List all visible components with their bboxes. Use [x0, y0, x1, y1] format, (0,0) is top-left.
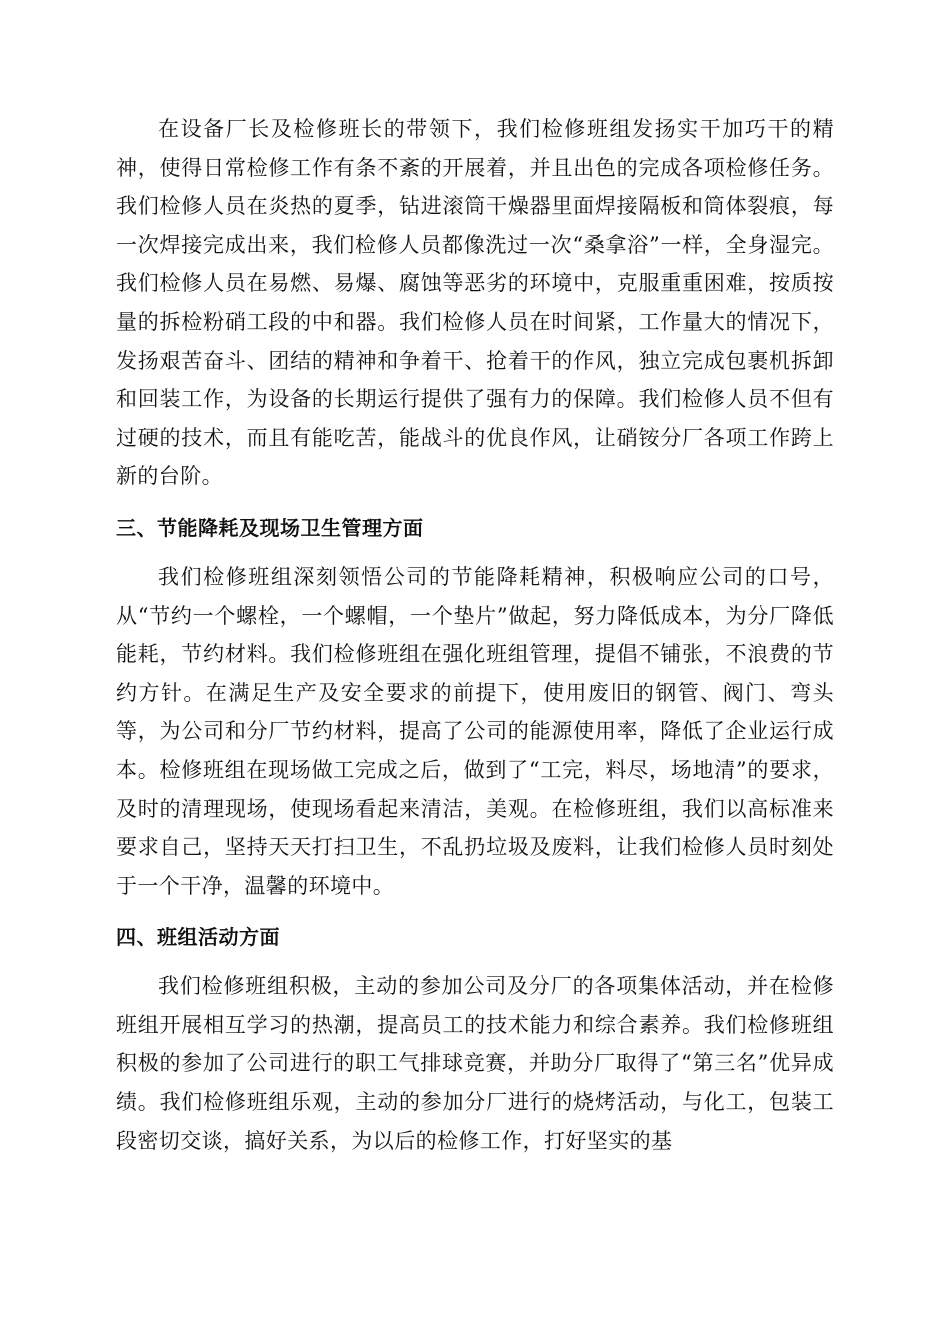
paragraph-energy-saving: 我们检修班组深刻领悟公司的节能降耗精神，积极响应公司的口号，从“节约一个螺栓，一个螺帽，一个垫片”做起，努力降低成本，为分厂降低能耗，节约材料。我们检修班组在强化班组管理，提倡不铺张，不浪费的节约方针。在满足生产及安全要求的前提下，使用废旧的钢管、阀门、弯头等，为公司和分厂节约材料，提高了公司的能源使用率，降低了企业运行成本。检修班组在现场做工完成之后，做到了“工完，料尽，场地清”的要求，及时的清理现场，使现场看起来清洁，美观。在检修班组，我们以高标准来要求自己，坚持天天打扫卫生，不乱扔垃圾及废料，让我们检修人员时刻处于一个干净，温馨的环境中。: [116, 564, 834, 898]
paragraph-maintenance-work: 在设备厂长及检修班长的带领下，我们检修班组发扬实干加巧干的精神，使得日常检修工作有条不紊的开展着，并且出色的完成各项检修任务。我们检修人员在炎热的夏季，钻进滚筒干燥器里面焊接隔板和筒体裂痕，每一次焊接完成出来，我们检修人员都像洗过一次“桑拿浴”一样，全身湿完。我们检修人员在易燃、易爆、腐蚀等恶劣的环境中，克服重重困难，按质按量的拆检粉硝工段的中和器。我们检修人员在时间紧，工作量大的情况下，发扬艰苦奋斗、团结的精神和争着干、抢着干的作风，独立完成包裹机拆卸和回装工作，为设备的长期运行提供了强有力的保障。我们检修人员不但有过硬的技术，而且有能吃苦，能战斗的优良作风，让硝铵分厂各项工作跨上新的台阶。: [116, 117, 834, 489]
heading-energy-saving: 三、节能降耗及现场卫生管理方面: [116, 515, 424, 540]
paragraph-team-activities: 我们检修班组积极，主动的参加公司及分厂的各项集体活动，并在检修班组开展相互学习的热潮，提高员工的技术能力和综合素养。我们检修班组积极的参加了公司进行的职工气排球竞赛，并助分厂取得了“第三名”优异成绩。我们检修班组乐观，主动的参加分厂进行的烧烤活动，与化工，包装工段密切交谈，搞好关系，为以后的检修工作，打好坚实的基: [116, 974, 834, 1153]
document-page: [116, 110, 834, 1160]
heading-team-activities: 四、班组活动方面: [116, 925, 280, 950]
